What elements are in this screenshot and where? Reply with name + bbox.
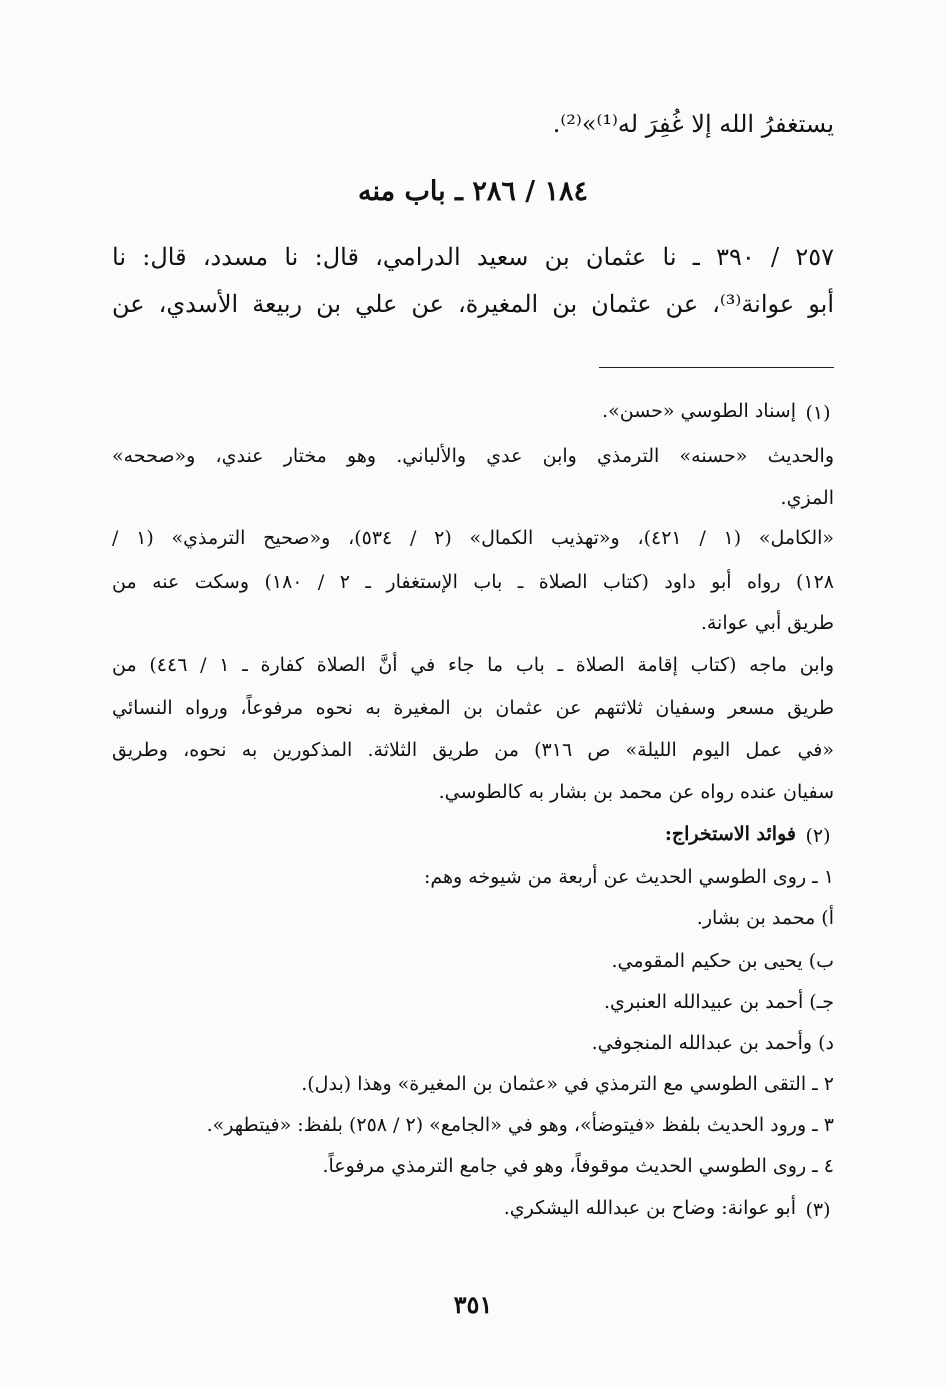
footnote-1-line-8: طريق مسعر وسفيان ثلاثتهم عن عثمان بن المغيرة به نحوه مرفوعاً، ورواه النسائي (112, 697, 834, 719)
footnote-2-line-4: جـ) أحمد بن عبيدالله العنبري. (603, 991, 834, 1013)
top-line: يستغفرُ الله إلا غُفِرَ له⁽¹⁾»⁽²⁾. (552, 110, 834, 138)
footnote-2-line-1: ١ ـ روى الطوسي الحديث عن أربعة من شيوخه وهم: (423, 866, 834, 888)
footnote-1-line-2: والحديث «حسنه» الترمذي وابن عدي والألباني. وهو مختار عندي، و«صححه» (112, 445, 834, 467)
paragraph-line-1: ٢٥٧ / ٣٩٠ ـ نا عثمان بن سعيد الدرامي، قال: نا مسدد، قال: نا (112, 243, 835, 271)
paragraph-line-2: أبو عوانة⁽³⁾، عن عثمان بن المغيرة، عن علي بن ربيعة الأسدي، عن (112, 290, 835, 318)
footnote-3-marker: (٣) (805, 1199, 831, 1221)
footnote-2-line-3: ب) يحيى بن حكيم المقومي. (611, 950, 834, 972)
footnote-3-line-1: أبو عوانة: وضاح بن عبدالله اليشكري. (503, 1197, 796, 1219)
footnote-2-line-5: د) وأحمد بن عبدالله المنجوفي. (591, 1032, 834, 1054)
footnote-2-marker: (٢) (805, 825, 831, 847)
footnote-1-line-9: «في عمل اليوم الليلة» ص ٣١٦) من طريق الثلاثة. المذكورين به نحوه، وطريق (112, 739, 834, 761)
footnote-1-line-1: إسناد الطوسي «حسن». (602, 400, 796, 422)
page-number: ٣٥١ (453, 1290, 493, 1319)
footnote-1-line-4: «الكامل» (١ / ٤٢١)، و«تهذيب الكمال» (٢ / ٥٣٤)، و«صحيح الترمذي» (١ / (112, 527, 835, 549)
footnote-1-marker: (١) (805, 402, 831, 424)
footnote-1-line-3: المزي. (780, 487, 834, 509)
footnote-1-line-7: وابن ماجه (كتاب إقامة الصلاة ـ باب ما جاء في أنَّ الصلاة كفارة ـ ١ / ٤٤٦) من (112, 654, 835, 676)
footnote-1-line-5: ١٢٨) رواه أبو داود (كتاب الصلاة ـ باب الإستغفار ـ ٢ / ١٨٠) وسكت عنه من (112, 571, 834, 593)
footnote-2-line-6: ٢ ـ التقى الطوسي مع الترمذي في «عثمان بن المغيرة» وهذا (بدل). (301, 1073, 834, 1095)
footnote-2-title: فوائد الاستخراج: (664, 823, 796, 845)
section-heading: ١٨٤ / ٢٨٦ ـ باب منه (357, 176, 589, 207)
footnote-2-line-2: أ) محمد بن بشار. (696, 907, 834, 929)
footnote-2-line-7: ٣ ـ ورود الحديث بلفظ «فيتوضأ»، وهو في «الجامع» (٢ / ٢٥٨) بلفظ: «فيتطهر». (206, 1114, 834, 1136)
footnote-1-line-10: سفيان عنده رواه عن محمد بن بشار به كالطوسي. (438, 781, 834, 803)
footnote-separator (599, 367, 834, 368)
footnote-2-line-8: ٤ ـ روى الطوسي الحديث موقوفاً، وهو في جامع الترمذي مرفوعاً. (322, 1155, 834, 1177)
footnote-1-line-6: طريق أبي عوانة. (700, 612, 834, 634)
